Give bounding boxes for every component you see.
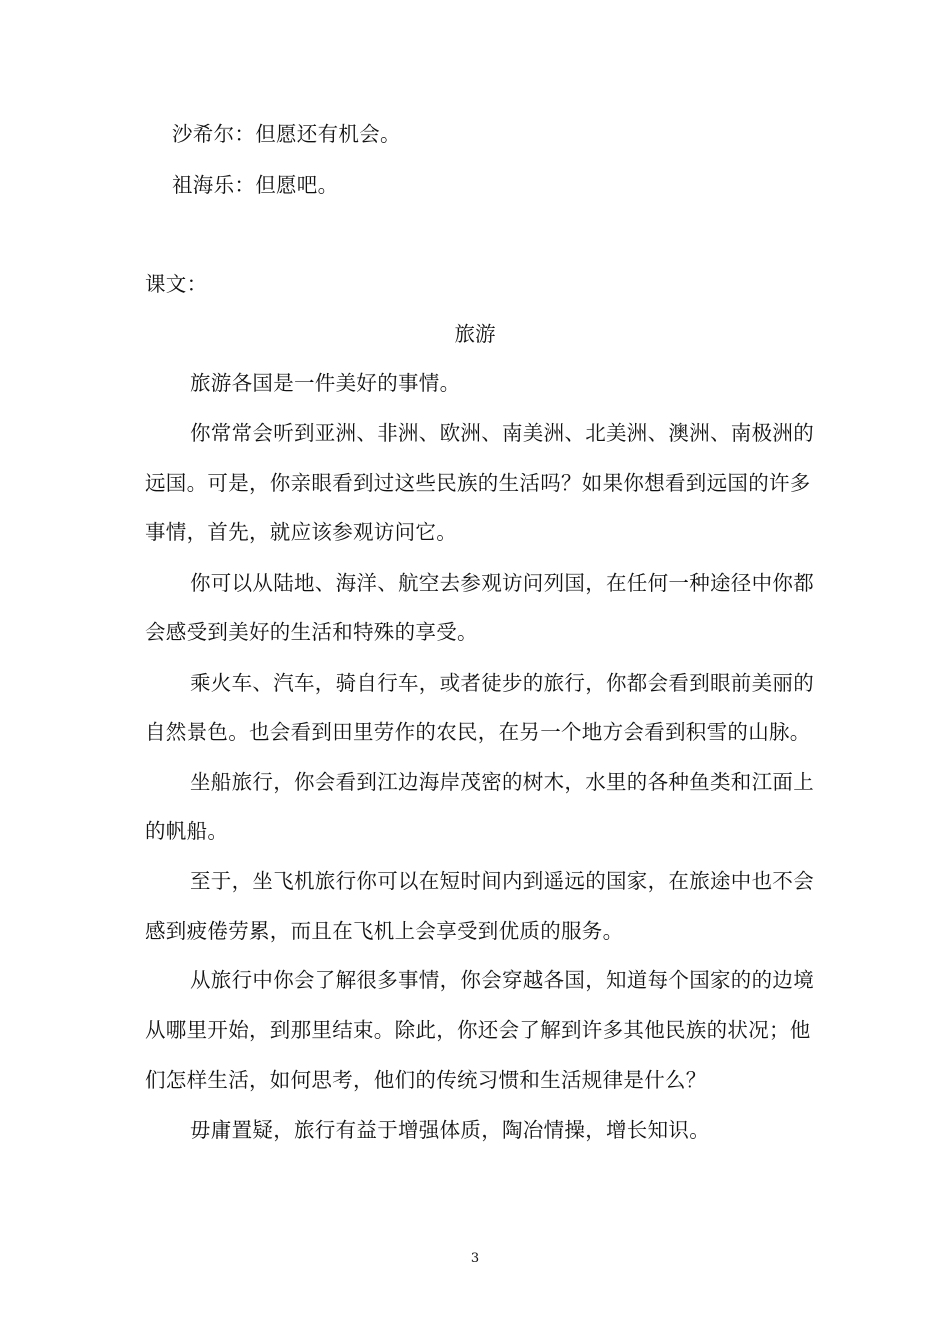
paragraph-line: 至于，坐飞机旅行你可以在短时间内到遥远的国家，在旅途中也不会 <box>190 869 814 893</box>
paragraph-line: 你常常会听到亚洲、非洲、欧洲、南美洲、北美洲、澳洲、南极洲的 <box>190 421 814 445</box>
paragraph-line: 从哪里开始，到那里结束。除此，你还会了解到许多其他民族的状况；他 <box>145 1018 811 1042</box>
paragraph-line: 们怎样生活，如何思考，他们的传统习惯和生活规律是什么？ <box>145 1068 707 1092</box>
paragraph-line: 远国。可是，你亲眼看到过这些民族的生活吗？如果你想看到远国的许多 <box>145 471 811 495</box>
section-label: 课文： <box>145 272 208 296</box>
paragraph-line: 的帆船。 <box>145 819 229 843</box>
paragraph-line: 旅游各国是一件美好的事情。 <box>190 371 461 395</box>
dialogue-line-1: 沙希尔：但愿还有机会。 <box>172 122 401 146</box>
dialogue-line-2: 祖海乐：但愿吧。 <box>172 173 339 197</box>
paragraph-line: 毋庸置疑，旅行有益于增强体质，陶冶情操，增长知识。 <box>190 1118 710 1142</box>
paragraph-line: 会感受到美好的生活和特殊的享受。 <box>145 620 478 644</box>
paragraph-line: 你可以从陆地、海洋、航空去参观访问列国，在任何一种途径中你都 <box>190 571 814 595</box>
page-number: 3 <box>470 1251 480 1266</box>
paragraph-line: 坐船旅行，你会看到江边海岸茂密的树木，水里的各种鱼类和江面上 <box>190 770 814 794</box>
paragraph-line: 自然景色。也会看到田里劳作的农民，在另一个地方会看到积雪的山脉。 <box>145 720 811 744</box>
paragraph-line: 感到疲倦劳累，而且在飞机上会享受到优质的服务。 <box>145 919 624 943</box>
text-title: 旅游 <box>454 322 496 346</box>
paragraph-line: 乘火车、汽车，骑自行车，或者徒步的旅行，你都会看到眼前美丽的 <box>190 671 814 695</box>
paragraph-line: 从旅行中你会了解很多事情，你会穿越各国，知道每个国家的的边境 <box>190 968 814 992</box>
paragraph-line: 事情，首先，就应该参观访问它。 <box>145 520 457 544</box>
